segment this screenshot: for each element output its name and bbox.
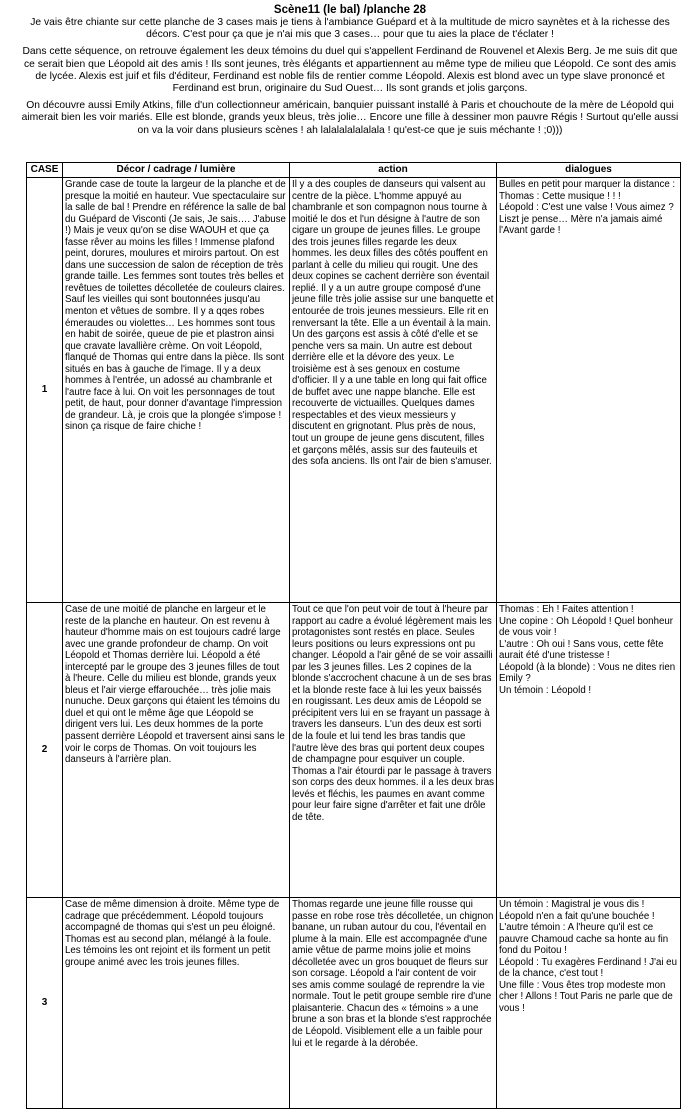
script-table — [26, 162, 681, 1109]
intro-paragraph-2: Dans cette séquence, on retrouve également les deux témoins du duel qui s'appellent Ferdinand de Rouvenel et Alexis Berg. Je me suis dit que ce serait bien que Léopold ait des amis ! Ils sont jeunes, très élégants et appartiennent au même type de milieu que Léopold. Ce sont des amis de lycée. Alexis est juif et fils d'éditeur, Ferdinand est noble fils de rentier comme Léopold. Alexis est blond avec un type slave prononcé et Ferdinand est brun, originaire du Sud Ouest… Ils sont grands et jolis garçons. — [22, 46, 678, 95]
header-action: action — [290, 163, 497, 178]
case-number: 2 — [27, 603, 63, 898]
intro-paragraph-1: Je vais être chiante sur cette planche de 3 cases mais je tiens à l'ambiance Guépard et à la multitude de micro saynètes et à la richesse des décors. C'est pour ça que je n'ai mis que 3 cases… pour que tu aies la place de t'éclater ! — [30, 17, 670, 41]
dialogues-cell: Bulles en petit pour marquer la distance : Thomas : Cette musique ! ! ! Léopold : C'est une valse ! Vous aimez ? Liszt je pense… Mère n'a jamais aimé l'Avant garde ! — [497, 178, 681, 603]
dialogues-cell: Thomas : Eh ! Faites attention ! Une copine : Oh Léopold ! Quel bonheur de vous voir ! L'autre : Oh oui ! Sans vous, cette fête aurait été d'une tristesse ! Léopold (à la blonde) : Vous ne dites rien Emily ? Un témoin : Léopold ! — [497, 603, 681, 898]
action-cell: Il y a des couples de danseurs qui valsent au centre de la pièce. L'homme appuyé au chambranle et son compagnon nous tourne à moitié le dos et l'un désigne à l'autre de son cigare un groupe de jeunes filles. Le groupe des trois jeunes filles regarde les deux hommes. les deux filles des côtés pouffent en parlant à celle du milieu qui rougit. Une des deux copines se cachent derrière son éventail replié. Il y a un autre groupe composé d'une jeune fille très jolie assise sur une banquette et entourée de trois jeunes messieurs. Elle rit en renversant la tête. Elle a un éventail à la main. Un des garçons est assis à côté d'elle et se penche vers sa main. Un autre est debout derrière elle et la dévore des yeux. Le troisième est à ses genoux en costume d'officier. Il y a une table en long qui fait office de buffet avec une nappe blanche. Elle est recouverte de victuailles. Quelques dames respectables et des vieux messieurs y discutent en grignotant. Plus près de nous, tout un groupe de jeune gens discutent, filles et garçons mêlés, assis sur des fauteuils et des sofa anciens. Ils ont l'air de bien s'amuser. — [290, 178, 497, 603]
header-decor: Décor / cadrage / lumière — [63, 163, 290, 178]
action-cell: Tout ce que l'on peut voir de tout à l'heure par rapport au cadre a évolué légèrement mais les protagonistes sont restés en place. Seules leurs positions ou leurs expressions ont pu changer. Léopold a l'air gêné de se voir assailli par les 3 jeunes filles. Les 2 copines de la blonde s'accrochent chacune à un de ses bras et la blonde reste face à lui les yeux baissés en rougissant. Les deux amis de Léopold se précipitent vers lui en se frayant un passage à travers les danseurs. L'un des deux est sorti de la foule et lui tend les bras tandis que l'autre lève des bras qui portent deux coupes de champagne pour esquiver un couple. Thomas a l'air étourdi par le passage à travers son corps des deux hommes. il a les deux bras levés et fléchis, les paumes en avant comme pour leur faire signe d'arrêter et fait une drôle de tête. — [290, 603, 497, 898]
decor-cell: Case de même dimension à droite. Même type de cadrage que précédemment. Léopold toujours accompagné de thomas qui s'est un peu éloigné. Thomas est au second plan, mélangé à la foule. Les témoins les ont rejoint et ils forment un petit groupe animé avec les trois jeunes filles. — [63, 898, 290, 1109]
table-row — [27, 178, 681, 603]
table-row — [27, 898, 681, 1109]
page-title: Scène11 (le bal) /planche 28 — [273, 4, 427, 16]
case-number: 3 — [27, 898, 63, 1109]
action-cell: Thomas regarde une jeune fille rousse qui passe en robe rose très décolletée, un chignon banane, un ruban autour du cou, l'éventail en plume à la main. Elle est accompagnée d'une amie vêtue de parme moins jolie et moins décolletée avec un gros bouquet de fleurs sur son corsage. Léopold a l'air content de voir ses amis comme soulagé de reprendre la vie normale. Tout le petit groupe semble rire d'une plaisanterie. Chacun des « témoins » a une brune a son bras et la blonde s'est rapprochée de Léopold. Visiblement elle a un faible pour lui et le regarde à la dérobée. — [290, 898, 497, 1109]
intro-text — [0, 17, 700, 137]
decor-cell: Grande case de toute la largeur de la planche et de presque la moitié en hauteur. Vue spectaculaire sur la salle de bal ! Prendre en référence la salle de bal du Guépard de Visconti (Je sais, Je sais…. J'abuse !) Mais je veux qu'on se dise WAOUH et que ça fasse rêver au moins les filles ! Immense plafond peint, dorures, moulures et miroirs partout. On est dans une succession de salon de réception de très grande taille. Les femmes sont toutes très belles et revêtues de toilettes décolletée de couleurs claires. Sauf les vieilles qui sont boutonnées jusqu'au menton et vêtues de sombre. Il y a qqes robes émeraudes ou violettes… Les hommes sont tous en habit de soirée, queue de pie et plastron ainsi que cravate lavallière crème. On voit Léopold, flanqué de Thomas qui entre dans la pièce. Ils sont situés en bas à gauche de l'image. Il y a deux hommes à l'entrée, un adossé au chambranle et l'autre face à lui. On voit les personnages de tout petit, de haut, pour donner d'avantage l'impression de grandeur. Là, je crois que la plongée s'impose ! sinon ça risque de faire chiche ! — [63, 178, 290, 603]
case-number: 1 — [27, 178, 63, 603]
dialogues-cell: Un témoin : Magistral je vous dis ! Léopold n'en a fait qu'une bouchée ! L'autre témoin : A l'heure qu'il est ce pauvre Chamoud cache sa honte au fin fond du Poitou ! Léopold : Tu exagères Ferdinand ! J'ai eu de la chance, c'est tout ! Une fille : Vous êtes trop modeste mon cher ! Allons ! Tout Paris ne parle que de vous ! — [497, 898, 681, 1109]
header-case: CASE — [27, 163, 63, 178]
decor-cell: Case de une moitié de planche en largeur et le reste de la planche en hauteur. On est revenu à hauteur d'homme mais on est toujours cadré large avec une grande profondeur de champ. On voit Léopold et Thomas derrière lui. Léopold a été intercepté par le groupe des 3 jeunes filles de tout à l'heure. Celle du milieu est blonde, grands yeux bleus et l'air vierge effarouchée… très jolie mais nunuche. Deux garçons qui étaient les témoins du duel et qui ont le même âge que Léopold se dirigent vers lui. Les deux hommes de la porte passent derrière Léopold et traversent ainsi sans le voir le corps de Thomas. On voit toujours les danseurs à l'arrière plan. — [63, 603, 290, 898]
intro-paragraph-3: On découvre aussi Emily Atkins, fille d'un collectionneur américain, banquier puissant installé à Paris et chouchoute de la mère de Léopold qui aimerait bien les voir mariés. Elle est blonde, grands yeux bleus, très jolie… Encore une fille à dessiner mon pauvre Régis ! Surtout qu'elle aussi on va la voir dans plusieurs scènes ! ah lalalalalalalala ! qu'est-ce que je suis méchante ! ;0))) — [21, 100, 679, 136]
table-row — [27, 603, 681, 898]
table-header-row — [27, 163, 681, 178]
header-dialogues: dialogues — [497, 163, 681, 178]
